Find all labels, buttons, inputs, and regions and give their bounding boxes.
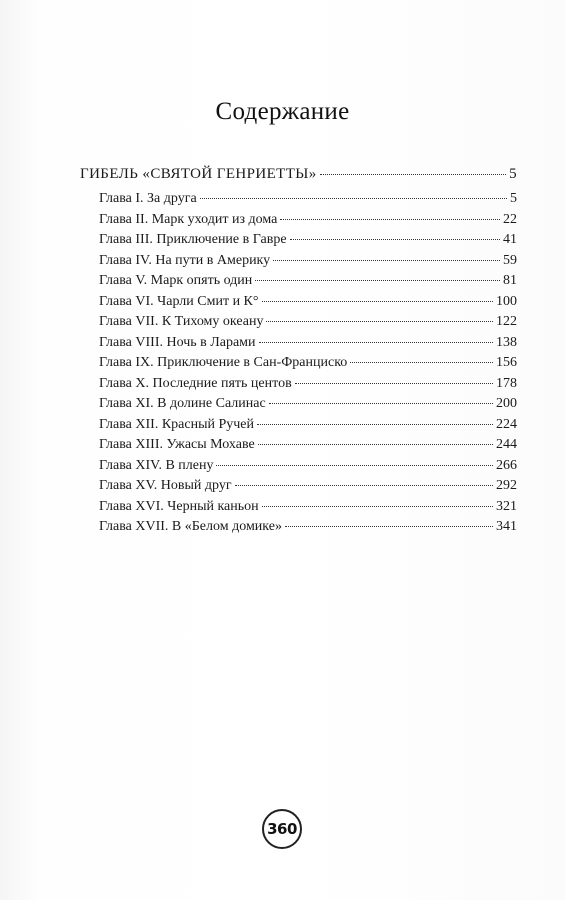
chapter-title: Глава XIV. В плену <box>99 457 214 473</box>
chapter-page: 100 <box>496 293 517 309</box>
dot-leader <box>258 444 493 445</box>
chapter-page: 22 <box>503 211 517 227</box>
dot-leader <box>216 465 493 466</box>
toc-chapter-entry <box>80 333 517 354</box>
chapter-page: 341 <box>496 519 517 534</box>
dot-leader <box>350 362 493 363</box>
chapter-title: Глава VIII. Ночь в Ларами <box>99 334 256 350</box>
chapter-title: Глава XVI. Черный каньон <box>99 498 259 514</box>
chapter-title: Глава XV. Новый друг <box>99 478 232 493</box>
chapter-page: 244 <box>496 437 517 452</box>
toc-chapter-entry <box>80 312 517 333</box>
toc-chapter-entry <box>80 353 517 374</box>
toc-part-entry <box>80 164 517 189</box>
dot-leader <box>285 526 493 527</box>
dot-leader <box>280 219 500 220</box>
dot-leader <box>257 424 493 425</box>
dot-leader <box>290 239 500 240</box>
dot-leader <box>235 485 493 486</box>
chapter-page: 41 <box>503 232 517 247</box>
toc-chapter-entry <box>80 476 517 497</box>
dot-leader <box>255 280 500 281</box>
chapter-title: Глава XIII. Ужасы Мохаве <box>99 437 255 452</box>
dot-leader <box>266 321 493 322</box>
chapter-page: 138 <box>496 334 517 350</box>
toc-chapter-entry <box>80 415 517 436</box>
toc-chapter-entry <box>80 189 517 210</box>
toc-chapter-entry <box>80 271 517 292</box>
chapter-list <box>80 189 517 538</box>
dot-leader <box>259 342 493 343</box>
dot-leader <box>273 260 500 261</box>
chapter-title: Глава II. Марк уходит из дома <box>99 211 278 227</box>
toc-chapter-entry <box>80 230 517 251</box>
chapter-title: Глава VII. К Тихому океану <box>99 314 264 329</box>
toc-chapter-entry <box>80 292 517 313</box>
chapter-page: 321 <box>496 498 517 514</box>
part-page: 5 <box>509 166 517 182</box>
chapter-page: 200 <box>496 396 517 411</box>
chapter-title: Глава V. Марк опять один <box>99 273 253 288</box>
dot-leader <box>262 301 494 302</box>
dot-leader <box>200 198 507 199</box>
table-of-contents <box>80 164 517 538</box>
page-title: Содержание <box>215 98 350 125</box>
chapter-title: Глава XVII. В «Белом домике» <box>99 519 282 534</box>
chapter-title: Глава VI. Чарли Смит и К° <box>99 293 259 309</box>
toc-chapter-entry <box>80 517 517 538</box>
dot-leader <box>269 403 493 404</box>
dot-leader <box>320 174 506 175</box>
toc-chapter-entry <box>80 497 517 518</box>
chapter-title: Глава XI. В долине Салинас <box>99 396 266 411</box>
chapter-page: 224 <box>496 416 517 432</box>
chapter-title: Глава IV. На пути в Америку <box>99 252 271 268</box>
chapter-page: 59 <box>503 252 517 268</box>
chapter-page: 5 <box>510 191 517 206</box>
toc-chapter-entry <box>80 210 517 231</box>
toc-chapter-entry <box>80 456 517 477</box>
toc-chapter-entry <box>80 394 517 415</box>
chapter-page: 81 <box>503 273 517 288</box>
chapter-page: 178 <box>496 375 517 391</box>
part-title: ГИБЕЛЬ «СВЯТОЙ ГЕНРИЕТТЫ» <box>80 166 317 182</box>
dot-leader <box>295 383 493 384</box>
toc-chapter-entry <box>80 435 517 456</box>
chapter-page: 156 <box>496 355 517 370</box>
chapter-page: 122 <box>496 314 517 329</box>
toc-chapter-entry <box>80 374 517 395</box>
chapter-title: Глава X. Последние пять центов <box>99 375 292 391</box>
dot-leader <box>262 506 493 507</box>
chapter-title: Глава I. За друга <box>99 191 197 206</box>
toc-chapter-entry <box>80 251 517 272</box>
chapter-title: Глава XII. Красный Ручей <box>99 416 255 432</box>
page-number-badge: 360 <box>262 809 302 849</box>
chapter-title: Глава III. Приключение в Гавре <box>99 232 287 247</box>
chapter-page: 292 <box>496 478 517 493</box>
chapter-title: Глава IX. Приключение в Сан-Франциско <box>99 355 348 370</box>
chapter-page: 266 <box>496 457 517 473</box>
